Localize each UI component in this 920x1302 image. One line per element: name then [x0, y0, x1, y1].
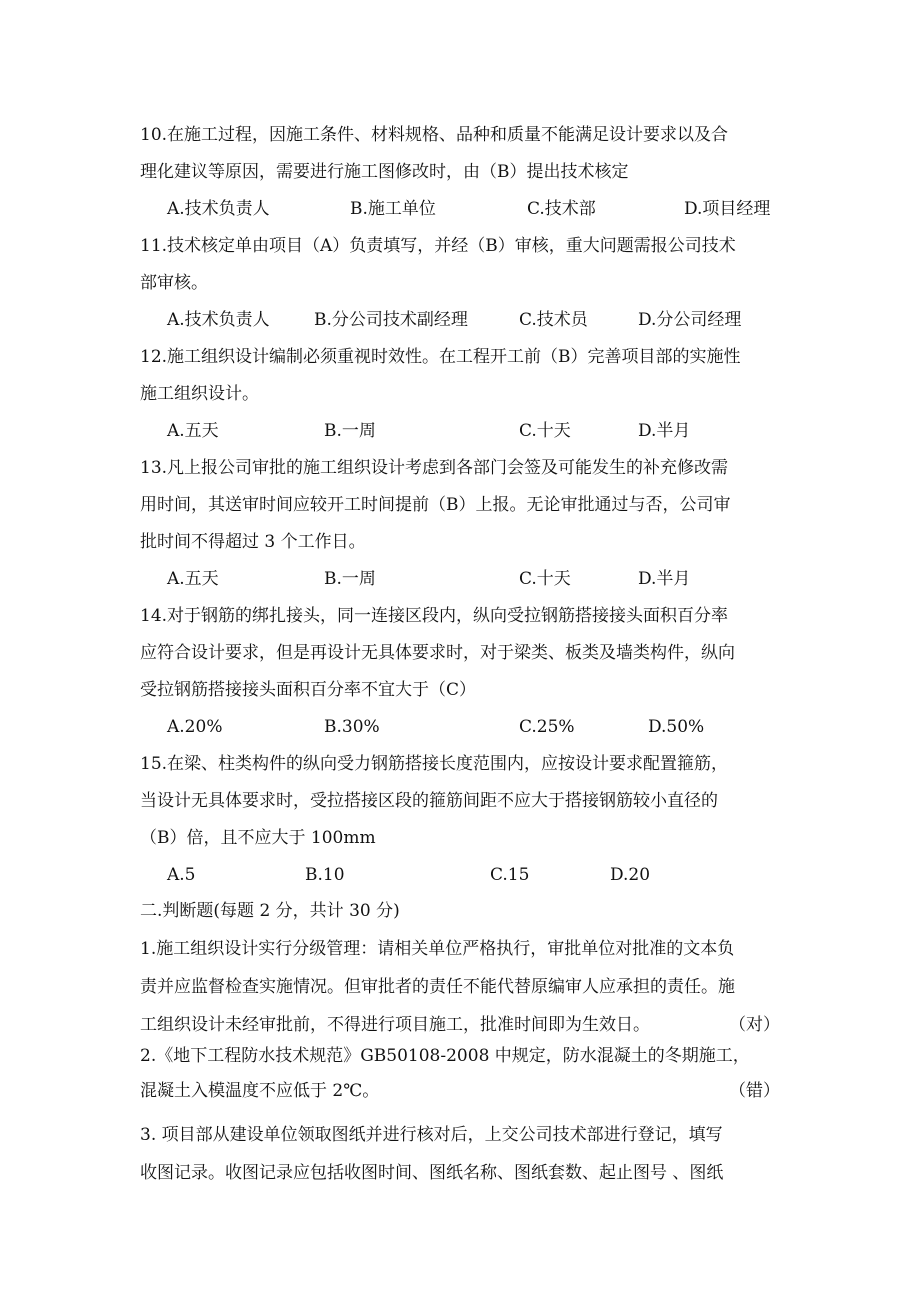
question-13-option-d: D.半月	[638, 569, 691, 589]
question-13-option-a: A.五天	[167, 569, 219, 589]
question-15-line-1: 15.在梁、柱类构件的纵向受力钢筋搭接长度范围内，应按设计要求配置箍筋，	[140, 754, 729, 774]
question-12-line-1: 12.施工组织设计编制必须重视时效性。在工程开工前（B）完善项目部的实施性	[140, 347, 741, 367]
question-15-line-2: 当设计无具体要求时，受拉搭接区段的箍筋间距不应大于搭接钢筋较小直径的	[140, 791, 718, 811]
question-15-option-c: C.15	[490, 865, 530, 885]
question-14-line-1: 14.对于钢筋的绑扎接头，同一连接区段内，纵向受拉钢筋搭接接头面积百分率	[140, 606, 729, 626]
judgment-1-line-1: 1.施工组织设计实行分级管理：请相关单位严格执行，审批单位对批准的文本负	[140, 939, 735, 959]
question-15-line-3: （B）倍，且不应大于 100mm	[140, 828, 376, 848]
judgment-2-answer: （错）	[729, 1081, 780, 1101]
question-15-option-b: B.10	[305, 865, 345, 885]
question-13-line-3: 批时间不得超过 3 个工作日。	[140, 532, 366, 552]
judgment-1-line-2: 责并应监督检查实施情况。但审批者的责任不能代替原编审人应承担的责任。施	[140, 977, 735, 997]
question-13-option-c: C.十天	[519, 569, 571, 589]
judgment-3-line-2: 收图记录。收图记录应包括收图时间、图纸名称、图纸套数、起止图号 、图纸	[140, 1163, 724, 1183]
question-14-option-b: B.30%	[324, 717, 380, 737]
question-12-option-b: B.一周	[324, 421, 376, 441]
judgment-1-answer: （对）	[729, 1015, 780, 1035]
question-12-line-2: 施工组织设计。	[140, 384, 259, 404]
question-14-line-3: 受拉钢筋搭接接头面积百分率不宜大于（C）	[140, 680, 477, 700]
question-13-line-1: 13.凡上报公司审批的施工组织设计考虑到各部门会签及可能发生的补充修改需	[140, 458, 729, 478]
question-13-option-b: B.一周	[324, 569, 376, 589]
question-10-option-c: C.技术部	[527, 199, 596, 219]
question-11-option-c: C.技术员	[519, 310, 588, 330]
question-14-line-2: 应符合设计要求，但是再设计无具体要求时，对于梁类、板类及墙类构件，纵向	[140, 643, 735, 663]
question-14-option-a: A.20%	[167, 717, 223, 737]
question-14-option-c: C.25%	[519, 717, 575, 737]
judgment-2-line-2: 混凝土入模温度不应低于 2℃。	[140, 1081, 380, 1101]
question-10-line-2: 理化建议等原因，需要进行施工图修改时，由（B）提出技术核定	[140, 162, 629, 182]
question-11-line-2: 部审核。	[140, 273, 208, 293]
question-10-option-d: D.项目经理	[684, 199, 771, 219]
question-12-option-c: C.十天	[519, 421, 571, 441]
question-10-line-1: 10.在施工过程，因施工条件、材料规格、品种和质量不能满足设计要求以及合	[140, 125, 729, 145]
question-11-option-b: B.分公司技术副经理	[314, 310, 468, 330]
question-15-option-a: A.5	[167, 865, 196, 885]
question-11-option-a: A.技术负责人	[167, 310, 270, 330]
question-15-option-d: D.20	[610, 865, 651, 885]
question-10-option-b: B.施工单位	[350, 199, 436, 219]
judgment-3-line-1: 3. 项目部从建设单位领取图纸并进行核对后，上交公司技术部进行登记，填写	[140, 1125, 723, 1145]
question-13-line-2: 用时间，其送审时间应较开工时间提前（B）上报。无论审批通过与否，公司审	[140, 495, 731, 515]
question-11-line-1: 11.技术核定单由项目（A）负责填写，并经（B）审核，重大问题需报公司技术	[140, 236, 736, 256]
section-heading: 二.判断题(每题 2 分，共计 30 分)	[140, 901, 400, 921]
question-10-option-a: A.技术负责人	[167, 199, 270, 219]
judgment-2-line-1: 2.《地下工程防水技术规范》GB50108-2008 中规定，防水混凝土的冬期施工，	[140, 1046, 750, 1066]
question-14-option-d: D.50%	[648, 717, 705, 737]
question-11-option-d: D.分公司经理	[638, 310, 742, 330]
question-12-option-d: D.半月	[638, 421, 691, 441]
question-12-option-a: A.五天	[167, 421, 219, 441]
judgment-1-line-3: 工组织设计未经审批前，不得进行项目施工，批准时间即为生效日。	[140, 1015, 650, 1035]
